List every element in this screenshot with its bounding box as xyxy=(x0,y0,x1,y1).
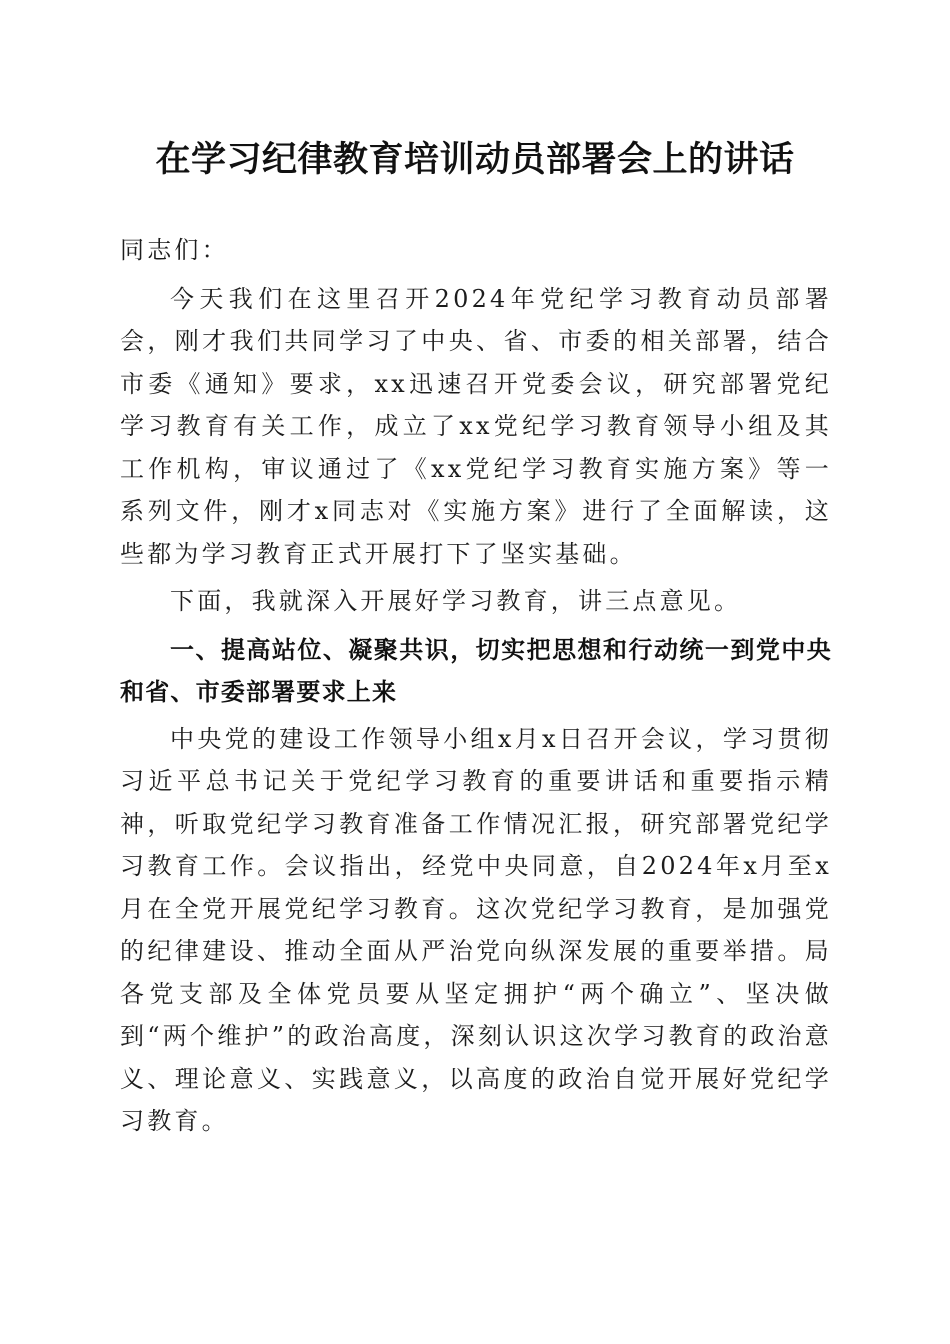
salutation: 同志们： xyxy=(120,236,229,264)
section-heading-1: 一、提高站位、凝聚共识，切实把思想和行动统一到党中央和省、市委部署要求上来 xyxy=(120,635,832,706)
document-body xyxy=(120,229,832,1143)
opening-paragraph: 今天我们在这里召开2024年党纪学习教育动员部署会，刚才我们共同学习了中央、省、市委的相关部署，结合市委《通知》要求，xx迅速召开党委会议，研究部署党纪学习教育有关工作，成立了xx党纪学习教育领导小组及其工作机构，审议通过了《xx党纪学习教育实施方案》等一系列文件，刚才x同志对《实施方案》进行了全面解读，这些都为学习教育正式开展打下了坚实基础。 xyxy=(120,284,832,568)
document-title: 在学习纪律教育培训动员部署会上的讲话 xyxy=(155,139,795,180)
transition-paragraph: 下面，我就深入开展好学习教育，讲三点意见。 xyxy=(170,587,742,615)
section-1-paragraph: 中央党的建设工作领导小组x月x日召开会议，学习贯彻习近平总书记关于党纪学习教育的重要讲话和重要指示精神，听取党纪学习教育准备工作情况汇报，研究部署党纪学习教育工作。会议指出，经党中央同意，自2024年x月至x月在全党开展党纪学习教育。这次党纪学习教育，是加强党的纪律建设、推动全面从严治党向纵深发展的重要举措。局各党支部及全体党员要从坚定拥护“两个确立”、坚决做到“两个维护”的政治高度，深刻认识这次学习教育的政治意义、理论意义、实践意义，以高度的政治自觉开展好党纪学习教育。 xyxy=(120,724,832,1135)
